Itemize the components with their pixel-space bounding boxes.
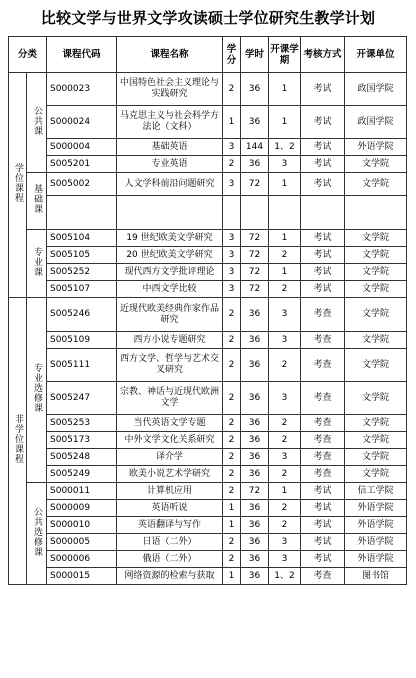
group-label-text: 学位课程 — [13, 163, 23, 203]
cell-name: 现代西方文学批评理论 — [117, 264, 223, 281]
table-row — [9, 73, 407, 106]
cell-unit — [345, 196, 407, 230]
cell-name: 俄语（二外） — [117, 551, 223, 568]
cell-assess: 考试 — [301, 230, 345, 247]
cell-name: 人文学科前沿问题研究 — [117, 173, 223, 196]
subgroup-label-text: 基础课 — [32, 184, 42, 214]
cell-code: S005246 — [47, 298, 117, 332]
subgroup-label — [27, 73, 47, 173]
cell-code: S005104 — [47, 230, 117, 247]
cell-unit: 外语学院 — [345, 517, 407, 534]
cell-credits: 1 — [223, 106, 241, 139]
cell-term: 2 — [269, 281, 301, 298]
cell-code: S000006 — [47, 551, 117, 568]
cell-unit: 外语学院 — [345, 534, 407, 551]
table-row — [9, 466, 407, 483]
cell-credits: 1 — [223, 500, 241, 517]
cell-assess: 考试 — [301, 106, 345, 139]
cell-hours: 36 — [241, 332, 269, 349]
cell-unit: 文学院 — [345, 415, 407, 432]
cell-hours: 72 — [241, 173, 269, 196]
cell-term: 2 — [269, 247, 301, 264]
cell-name: 近现代欧美经典作家作品研究 — [117, 298, 223, 332]
cell-term: 1 — [269, 73, 301, 106]
cell-name: 19 世纪欧美文学研究 — [117, 230, 223, 247]
cell-code: S005105 — [47, 247, 117, 264]
cell-term: 1 — [269, 106, 301, 139]
cell-name: 欧美小说艺术学研究 — [117, 466, 223, 483]
cell-unit: 文学院 — [345, 349, 407, 382]
cell-name: 当代英语文学专题 — [117, 415, 223, 432]
cell-hours: 36 — [241, 349, 269, 382]
cell-name: 英语翻译与写作 — [117, 517, 223, 534]
cell-name: 日语（二外） — [117, 534, 223, 551]
table-row — [9, 500, 407, 517]
cell-credits: 1 — [223, 568, 241, 585]
cell-credits: 2 — [223, 73, 241, 106]
cell-assess: 考查 — [301, 568, 345, 585]
cell-unit: 外语学院 — [345, 139, 407, 156]
cell-code: S000010 — [47, 517, 117, 534]
cell-unit: 文学院 — [345, 230, 407, 247]
header-category: 分类 — [9, 37, 47, 73]
cell-hours: 36 — [241, 382, 269, 415]
cell-term: 2 — [269, 517, 301, 534]
cell-unit: 文学院 — [345, 298, 407, 332]
cell-assess: 考试 — [301, 139, 345, 156]
cell-credits: 2 — [223, 415, 241, 432]
cell-hours: 72 — [241, 230, 269, 247]
cell-term: 3 — [269, 449, 301, 466]
cell-assess: 考查 — [301, 382, 345, 415]
cell-credits: 3 — [223, 139, 241, 156]
cell-name: 20 世纪欧美文学研究 — [117, 247, 223, 264]
cell-credits: 2 — [223, 534, 241, 551]
table-row — [9, 517, 407, 534]
subgroup-label — [27, 298, 47, 483]
cell-credits: 2 — [223, 332, 241, 349]
table-row — [9, 247, 407, 264]
cell-name: 计算机应用 — [117, 483, 223, 500]
cell-term: 3 — [269, 534, 301, 551]
cell-hours: 36 — [241, 551, 269, 568]
cell-term: 2 — [269, 500, 301, 517]
header-code: 课程代码 — [47, 37, 117, 73]
cell-unit: 政国学院 — [345, 73, 407, 106]
cell-code — [47, 196, 117, 230]
cell-assess: 考试 — [301, 483, 345, 500]
cell-unit: 外语学院 — [345, 551, 407, 568]
header-hours: 学时 — [241, 37, 269, 73]
cell-credits: 2 — [223, 483, 241, 500]
cell-code: S000004 — [47, 139, 117, 156]
cell-hours: 36 — [241, 500, 269, 517]
cell-code: S000009 — [47, 500, 117, 517]
cell-unit: 外语学院 — [345, 500, 407, 517]
cell-unit: 文学院 — [345, 449, 407, 466]
cell-hours: 36 — [241, 534, 269, 551]
cell-unit: 文学院 — [345, 432, 407, 449]
table-row — [9, 173, 407, 196]
table-row — [9, 156, 407, 173]
subgroup-label-text: 专业选修课 — [32, 363, 42, 413]
table-row — [9, 534, 407, 551]
cell-hours: 72 — [241, 247, 269, 264]
cell-credits: 1 — [223, 517, 241, 534]
cell-code: S005252 — [47, 264, 117, 281]
cell-assess: 考试 — [301, 264, 345, 281]
cell-credits: 3 — [223, 281, 241, 298]
cell-hours: 36 — [241, 73, 269, 106]
header-term: 开课学期 — [269, 37, 301, 73]
table-row — [9, 432, 407, 449]
cell-name: 中西文学比较 — [117, 281, 223, 298]
cell-credits: 2 — [223, 156, 241, 173]
cell-assess: 考查 — [301, 466, 345, 483]
cell-name: 宗教、神话与近现代欧洲文学 — [117, 382, 223, 415]
table-row — [9, 568, 407, 585]
cell-name: 马克思主义与社会科学方法论（文科） — [117, 106, 223, 139]
cell-unit: 文学院 — [345, 382, 407, 415]
cell-code: S005249 — [47, 466, 117, 483]
cell-name: 英语听说 — [117, 500, 223, 517]
cell-assess: 考查 — [301, 415, 345, 432]
cell-assess: 考试 — [301, 73, 345, 106]
cell-hours: 36 — [241, 156, 269, 173]
cell-term: 3 — [269, 332, 301, 349]
table-row — [9, 298, 407, 332]
cell-code: S000015 — [47, 568, 117, 585]
cell-assess: 考查 — [301, 432, 345, 449]
cell-hours: 36 — [241, 106, 269, 139]
table-row — [9, 349, 407, 382]
cell-unit: 文学院 — [345, 466, 407, 483]
header-row — [9, 37, 407, 73]
cell-name: 西方小说专题研究 — [117, 332, 223, 349]
header-assess: 考核方式 — [301, 37, 345, 73]
cell-term: 1、2 — [269, 139, 301, 156]
cell-term: 1 — [269, 173, 301, 196]
cell-term — [269, 196, 301, 230]
cell-code: S000024 — [47, 106, 117, 139]
group-label-text: 非学位课程 — [13, 414, 23, 464]
cell-credits: 3 — [223, 173, 241, 196]
cell-hours: 36 — [241, 466, 269, 483]
cell-credits: 2 — [223, 551, 241, 568]
cell-name: 中外文学文化关系研究 — [117, 432, 223, 449]
table-row — [9, 415, 407, 432]
subgroup-label — [27, 483, 47, 585]
cell-assess: 考试 — [301, 551, 345, 568]
header-unit: 开课单位 — [345, 37, 407, 73]
cell-term: 2 — [269, 349, 301, 382]
table-row — [9, 332, 407, 349]
cell-hours: 144 — [241, 139, 269, 156]
cell-term: 1、2 — [269, 568, 301, 585]
cell-term: 1 — [269, 483, 301, 500]
cell-assess: 考试 — [301, 156, 345, 173]
cell-term: 2 — [269, 415, 301, 432]
cell-term: 1 — [269, 264, 301, 281]
cell-term: 3 — [269, 551, 301, 568]
cell-assess — [301, 196, 345, 230]
cell-credits: 2 — [223, 449, 241, 466]
cell-code: S000011 — [47, 483, 117, 500]
cell-credits: 2 — [223, 382, 241, 415]
cell-name: 西方文学、哲学与艺术交叉研究 — [117, 349, 223, 382]
cell-assess: 考查 — [301, 332, 345, 349]
cell-code: S005201 — [47, 156, 117, 173]
cell-unit: 文学院 — [345, 247, 407, 264]
cell-hours: 36 — [241, 449, 269, 466]
cell-unit: 文学院 — [345, 264, 407, 281]
cell-code: S005248 — [47, 449, 117, 466]
table-row — [9, 139, 407, 156]
cell-assess: 考试 — [301, 247, 345, 264]
cell-credits: 3 — [223, 247, 241, 264]
cell-term: 3 — [269, 156, 301, 173]
cell-unit: 图书馆 — [345, 568, 407, 585]
table-row — [9, 264, 407, 281]
cell-hours: 36 — [241, 298, 269, 332]
cell-hours: 36 — [241, 415, 269, 432]
cell-credits: 2 — [223, 298, 241, 332]
table-row — [9, 106, 407, 139]
cell-name — [117, 196, 223, 230]
subgroup-label-text: 公共选修课 — [32, 506, 42, 557]
cell-assess: 考查 — [301, 298, 345, 332]
cell-term: 2 — [269, 432, 301, 449]
cell-credits — [223, 196, 241, 230]
cell-assess: 考查 — [301, 449, 345, 466]
cell-unit: 信工学院 — [345, 483, 407, 500]
cell-hours: 72 — [241, 264, 269, 281]
cell-code: S000023 — [47, 73, 117, 106]
table-row — [9, 230, 407, 247]
cell-unit: 文学院 — [345, 281, 407, 298]
cell-term: 1 — [269, 230, 301, 247]
table-row — [9, 281, 407, 298]
cell-credits: 3 — [223, 264, 241, 281]
page-title: 比较文学与世界文学攻读硕士学位研究生教学计划 — [40, 9, 376, 27]
cell-code: S005107 — [47, 281, 117, 298]
table-row — [9, 196, 407, 230]
cell-hours: 36 — [241, 432, 269, 449]
cell-assess: 考查 — [301, 349, 345, 382]
cell-name: 中国特色社会主义理论与实践研究 — [117, 73, 223, 106]
cell-hours: 36 — [241, 517, 269, 534]
group-label — [9, 298, 27, 585]
cell-term: 3 — [269, 298, 301, 332]
table-row — [9, 551, 407, 568]
cell-code: S005173 — [47, 432, 117, 449]
cell-code: S000005 — [47, 534, 117, 551]
cell-name: 基础英语 — [117, 139, 223, 156]
cell-hours: 72 — [241, 281, 269, 298]
cell-unit: 文学院 — [345, 156, 407, 173]
cell-assess: 考试 — [301, 173, 345, 196]
cell-code: S005247 — [47, 382, 117, 415]
cell-hours: 36 — [241, 568, 269, 585]
table-row — [9, 483, 407, 500]
cell-credits: 2 — [223, 349, 241, 382]
table-row — [9, 382, 407, 415]
cell-name: 译介学 — [117, 449, 223, 466]
cell-name: 网络资源的检索与获取 — [117, 568, 223, 585]
cell-assess: 考试 — [301, 517, 345, 534]
cell-code: S005253 — [47, 415, 117, 432]
curriculum-table — [8, 36, 407, 585]
header-credits: 学分 — [223, 37, 241, 73]
cell-assess: 考试 — [301, 500, 345, 517]
subgroup-label — [27, 230, 47, 298]
cell-assess: 考试 — [301, 281, 345, 298]
cell-hours — [241, 196, 269, 230]
cell-hours: 72 — [241, 483, 269, 500]
cell-term: 3 — [269, 382, 301, 415]
cell-unit: 文学院 — [345, 332, 407, 349]
cell-unit: 文学院 — [345, 173, 407, 196]
cell-assess: 考试 — [301, 534, 345, 551]
subgroup-label-text: 公共课 — [32, 105, 42, 136]
subgroup-label — [27, 173, 47, 230]
cell-credits: 2 — [223, 432, 241, 449]
subgroup-label-text: 专业课 — [32, 246, 42, 277]
cell-code: S005002 — [47, 173, 117, 196]
cell-term: 2 — [269, 466, 301, 483]
cell-code: S005109 — [47, 332, 117, 349]
cell-credits: 2 — [223, 466, 241, 483]
header-name: 课程名称 — [117, 37, 223, 73]
cell-unit: 政国学院 — [345, 106, 407, 139]
cell-credits: 3 — [223, 230, 241, 247]
table-row — [9, 449, 407, 466]
cell-name: 专业英语 — [117, 156, 223, 173]
group-label — [9, 73, 27, 298]
cell-code: S005111 — [47, 349, 117, 382]
